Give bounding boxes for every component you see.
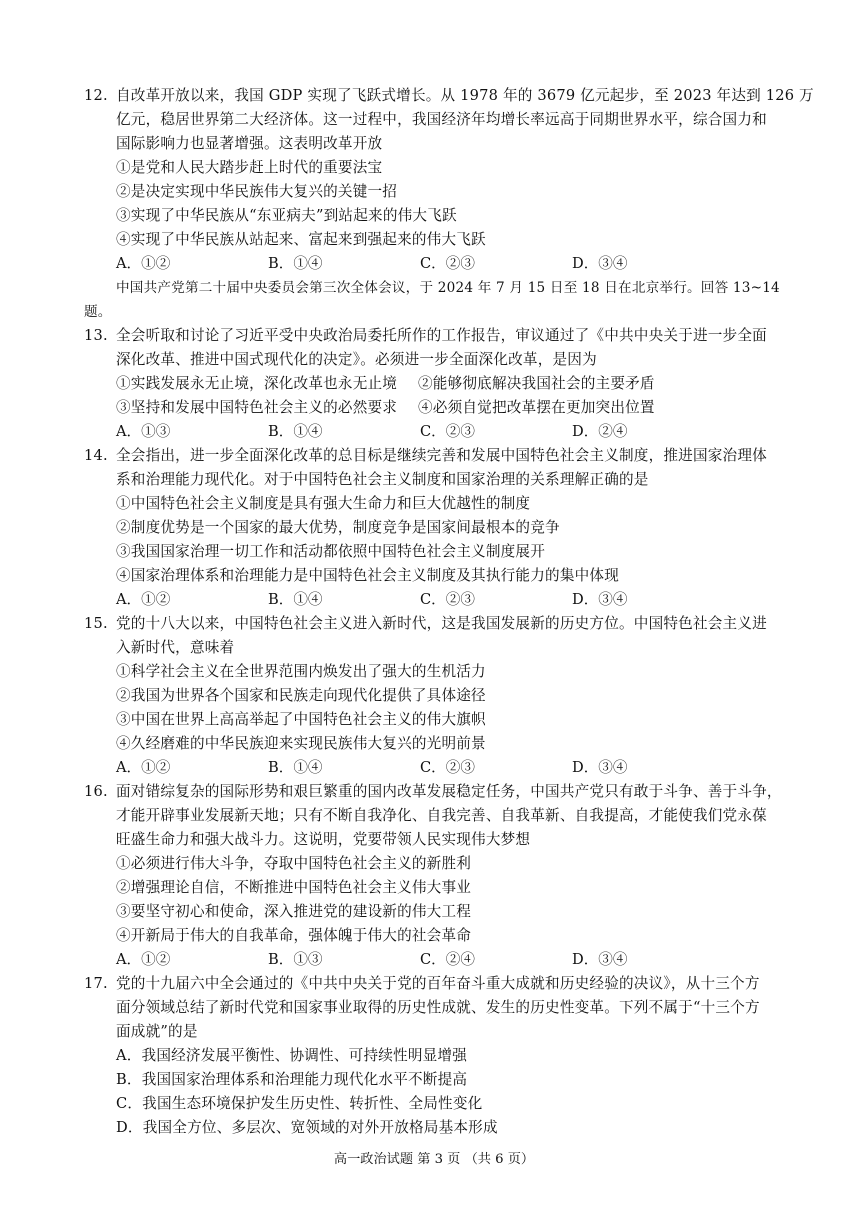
question-stem-line: 自改革开放以来，我国 GDP 实现了飞跃式增长。从 1978 年的 3679 亿元起步，至 2023 年达到 126 万 <box>116 87 814 104</box>
answer-choice-c: C．②④ <box>420 951 475 968</box>
answer-choice-d: D．③④ <box>572 591 628 608</box>
material-intro: 题。 <box>84 304 112 320</box>
question-stem-line: 旺盛生命力和强大战斗力。这说明，党要带领人民实现伟大梦想 <box>116 831 531 848</box>
statement-item: ④久经磨难的中华民族迎来实现民族伟大复兴的光明前景 <box>116 735 486 752</box>
statement-item: ①必须进行伟大斗争，夺取中国特色社会主义的新胜利 <box>116 855 472 872</box>
answer-option-a: A．我国经济发展平衡性、协调性、可持续性明显增强 <box>116 1047 467 1064</box>
answer-choice-d: D．③④ <box>572 255 628 272</box>
answer-choice-c: C．②③ <box>420 759 475 776</box>
question-stem-line: 面对错综复杂的国际形势和艰巨繁重的国内改革发展稳定任务，中国共产党只有敢于斗争、善于斗争， <box>116 783 782 800</box>
answer-choice-c: C．②③ <box>420 423 475 440</box>
question-stem-line: 全会指出，进一步全面深化改革的总目标是继续完善和发展中国特色社会主义制度，推进国家治理体 <box>116 447 767 464</box>
answer-option-c: C．我国生态环境保护发生历史性、转折性、全局性变化 <box>116 1095 483 1112</box>
question-stem-line: 面成就”的是 <box>116 1023 198 1040</box>
answer-choice-b: B．①④ <box>268 423 323 440</box>
statement-item: ②我国为世界各个国家和民族走向现代化提供了具体途径 <box>116 687 486 704</box>
statement-item: ②是决定实现中华民族伟大复兴的关键一招 <box>116 183 398 200</box>
question-stem-line: 党的十九届六中全会通过的《中共中央关于党的百年奋斗重大成就和历史经验的决议》，从十三个方 <box>116 975 760 992</box>
question-number: 16. <box>84 783 108 800</box>
answer-choice-a: A．①② <box>116 759 171 776</box>
statement-item: ④必须自觉把改革摆在更加突出位置 <box>418 399 655 416</box>
answer-choice-b: B．①④ <box>268 759 323 776</box>
answer-choice-b: B．①③ <box>268 951 323 968</box>
question-stem-line: 党的十八大以来，中国特色社会主义进入新时代，这是我国发展新的历史方位。中国特色社会主义进 <box>116 615 767 632</box>
question-number: 14. <box>84 447 108 464</box>
statement-item: ②增强理论自信，不断推进中国特色社会主义伟大事业 <box>116 879 472 896</box>
answer-option-b: B．我国国家治理体系和治理能力现代化水平不断提高 <box>116 1071 468 1088</box>
answer-choice-a: A．①③ <box>116 423 171 440</box>
statement-item: ④开新局于伟大的自我革命，强体魄于伟大的社会革命 <box>116 927 472 944</box>
answer-choice-a: A．①② <box>116 591 171 608</box>
answer-choice-d: D．③④ <box>572 951 628 968</box>
statement-item: ①实践发展永无止境，深化改革也永无止境 <box>116 375 398 392</box>
statement-item: ①科学社会主义在全世界范围内焕发出了强大的生机活力 <box>116 663 486 680</box>
statement-item: ③坚持和发展中国特色社会主义的必然要求 <box>116 399 398 416</box>
answer-choice-d: D．②④ <box>572 423 628 440</box>
statement-item: ③我国国家治理一切工作和活动都依照中国特色社会主义制度展开 <box>116 543 546 560</box>
question-stem-line: 国际影响力也显著增强。这表明改革开放 <box>116 135 383 152</box>
question-stem-line: 面分领域总结了新时代党和国家事业取得的历史性成就、发生的历史性变革。下列不属于“十三个方 <box>116 999 760 1016</box>
answer-choice-b: B．①④ <box>268 591 323 608</box>
answer-choice-c: C．②③ <box>420 591 475 608</box>
question-stem-line: 全会听取和讨论了习近平受中央政治局委托所作的工作报告，审议通过了《中共中央关于进一步全面 <box>116 327 767 344</box>
question-stem-line: 入新时代，意味着 <box>116 639 235 656</box>
question-number: 12. <box>84 87 108 104</box>
answer-choice-a: A．①② <box>116 951 171 968</box>
statement-item: ④实现了中华民族从站起来、富起来到强起来的伟大飞跃 <box>116 231 486 248</box>
answer-choice-b: B．①④ <box>268 255 323 272</box>
statement-item: ③要坚守初心和使命，深入推进党的建设新的伟大工程 <box>116 903 472 920</box>
statement-item: ③中国在世界上高高举起了中国特色社会主义的伟大旗帜 <box>116 711 486 728</box>
question-number: 13. <box>84 327 108 344</box>
question-number: 17. <box>84 975 108 992</box>
statement-item: ①是党和人民大踏步赶上时代的重要法宝 <box>116 159 383 176</box>
answer-choice-d: D．③④ <box>572 759 628 776</box>
answer-option-d: D．我国全方位、多层次、宽领域的对外开放格局基本形成 <box>116 1119 498 1136</box>
statement-item: ③实现了中华民族从“东亚病夫”到站起来的伟大飞跃 <box>116 207 457 224</box>
statement-item: ②能够彻底解决我国社会的主要矛盾 <box>418 375 655 392</box>
question-stem-line: 才能开辟事业发展新天地；只有不断自我净化、自我完善、自我革新、自我提高，才能使我们党永葆 <box>116 807 767 824</box>
answer-choice-a: A．①② <box>116 255 171 272</box>
page-footer: 高一政治试题 第 3 页 （共 6 页） <box>333 1152 535 1167</box>
statement-item: ①中国特色社会主义制度是具有强大生命力和巨大优越性的制度 <box>116 495 531 512</box>
answer-choice-c: C．②③ <box>420 255 475 272</box>
question-stem-line: 系和治理能力现代化。对于中国特色社会主义制度和国家治理的关系理解正确的是 <box>116 471 649 488</box>
material-intro: 中国共产党第二十届中央委员会第三次全体会议，于 2024 年 7 月 15 日至 18 日在北京举行。回答 13~14 <box>116 280 780 296</box>
statement-item: ④国家治理体系和治理能力是中国特色社会主义制度及其执行能力的集中体现 <box>116 567 619 584</box>
question-number: 15. <box>84 615 108 632</box>
question-stem-line: 深化改革、推进中国式现代化的决定》。必须进一步全面深化改革，是因为 <box>116 351 597 368</box>
question-stem-line: 亿元，稳居世界第二大经济体。这一过程中，我国经济年均增长率远高于同期世界水平，综合国力和 <box>116 111 767 128</box>
statement-item: ②制度优势是一个国家的最大优势，制度竞争是国家间最根本的竞争 <box>116 519 560 536</box>
